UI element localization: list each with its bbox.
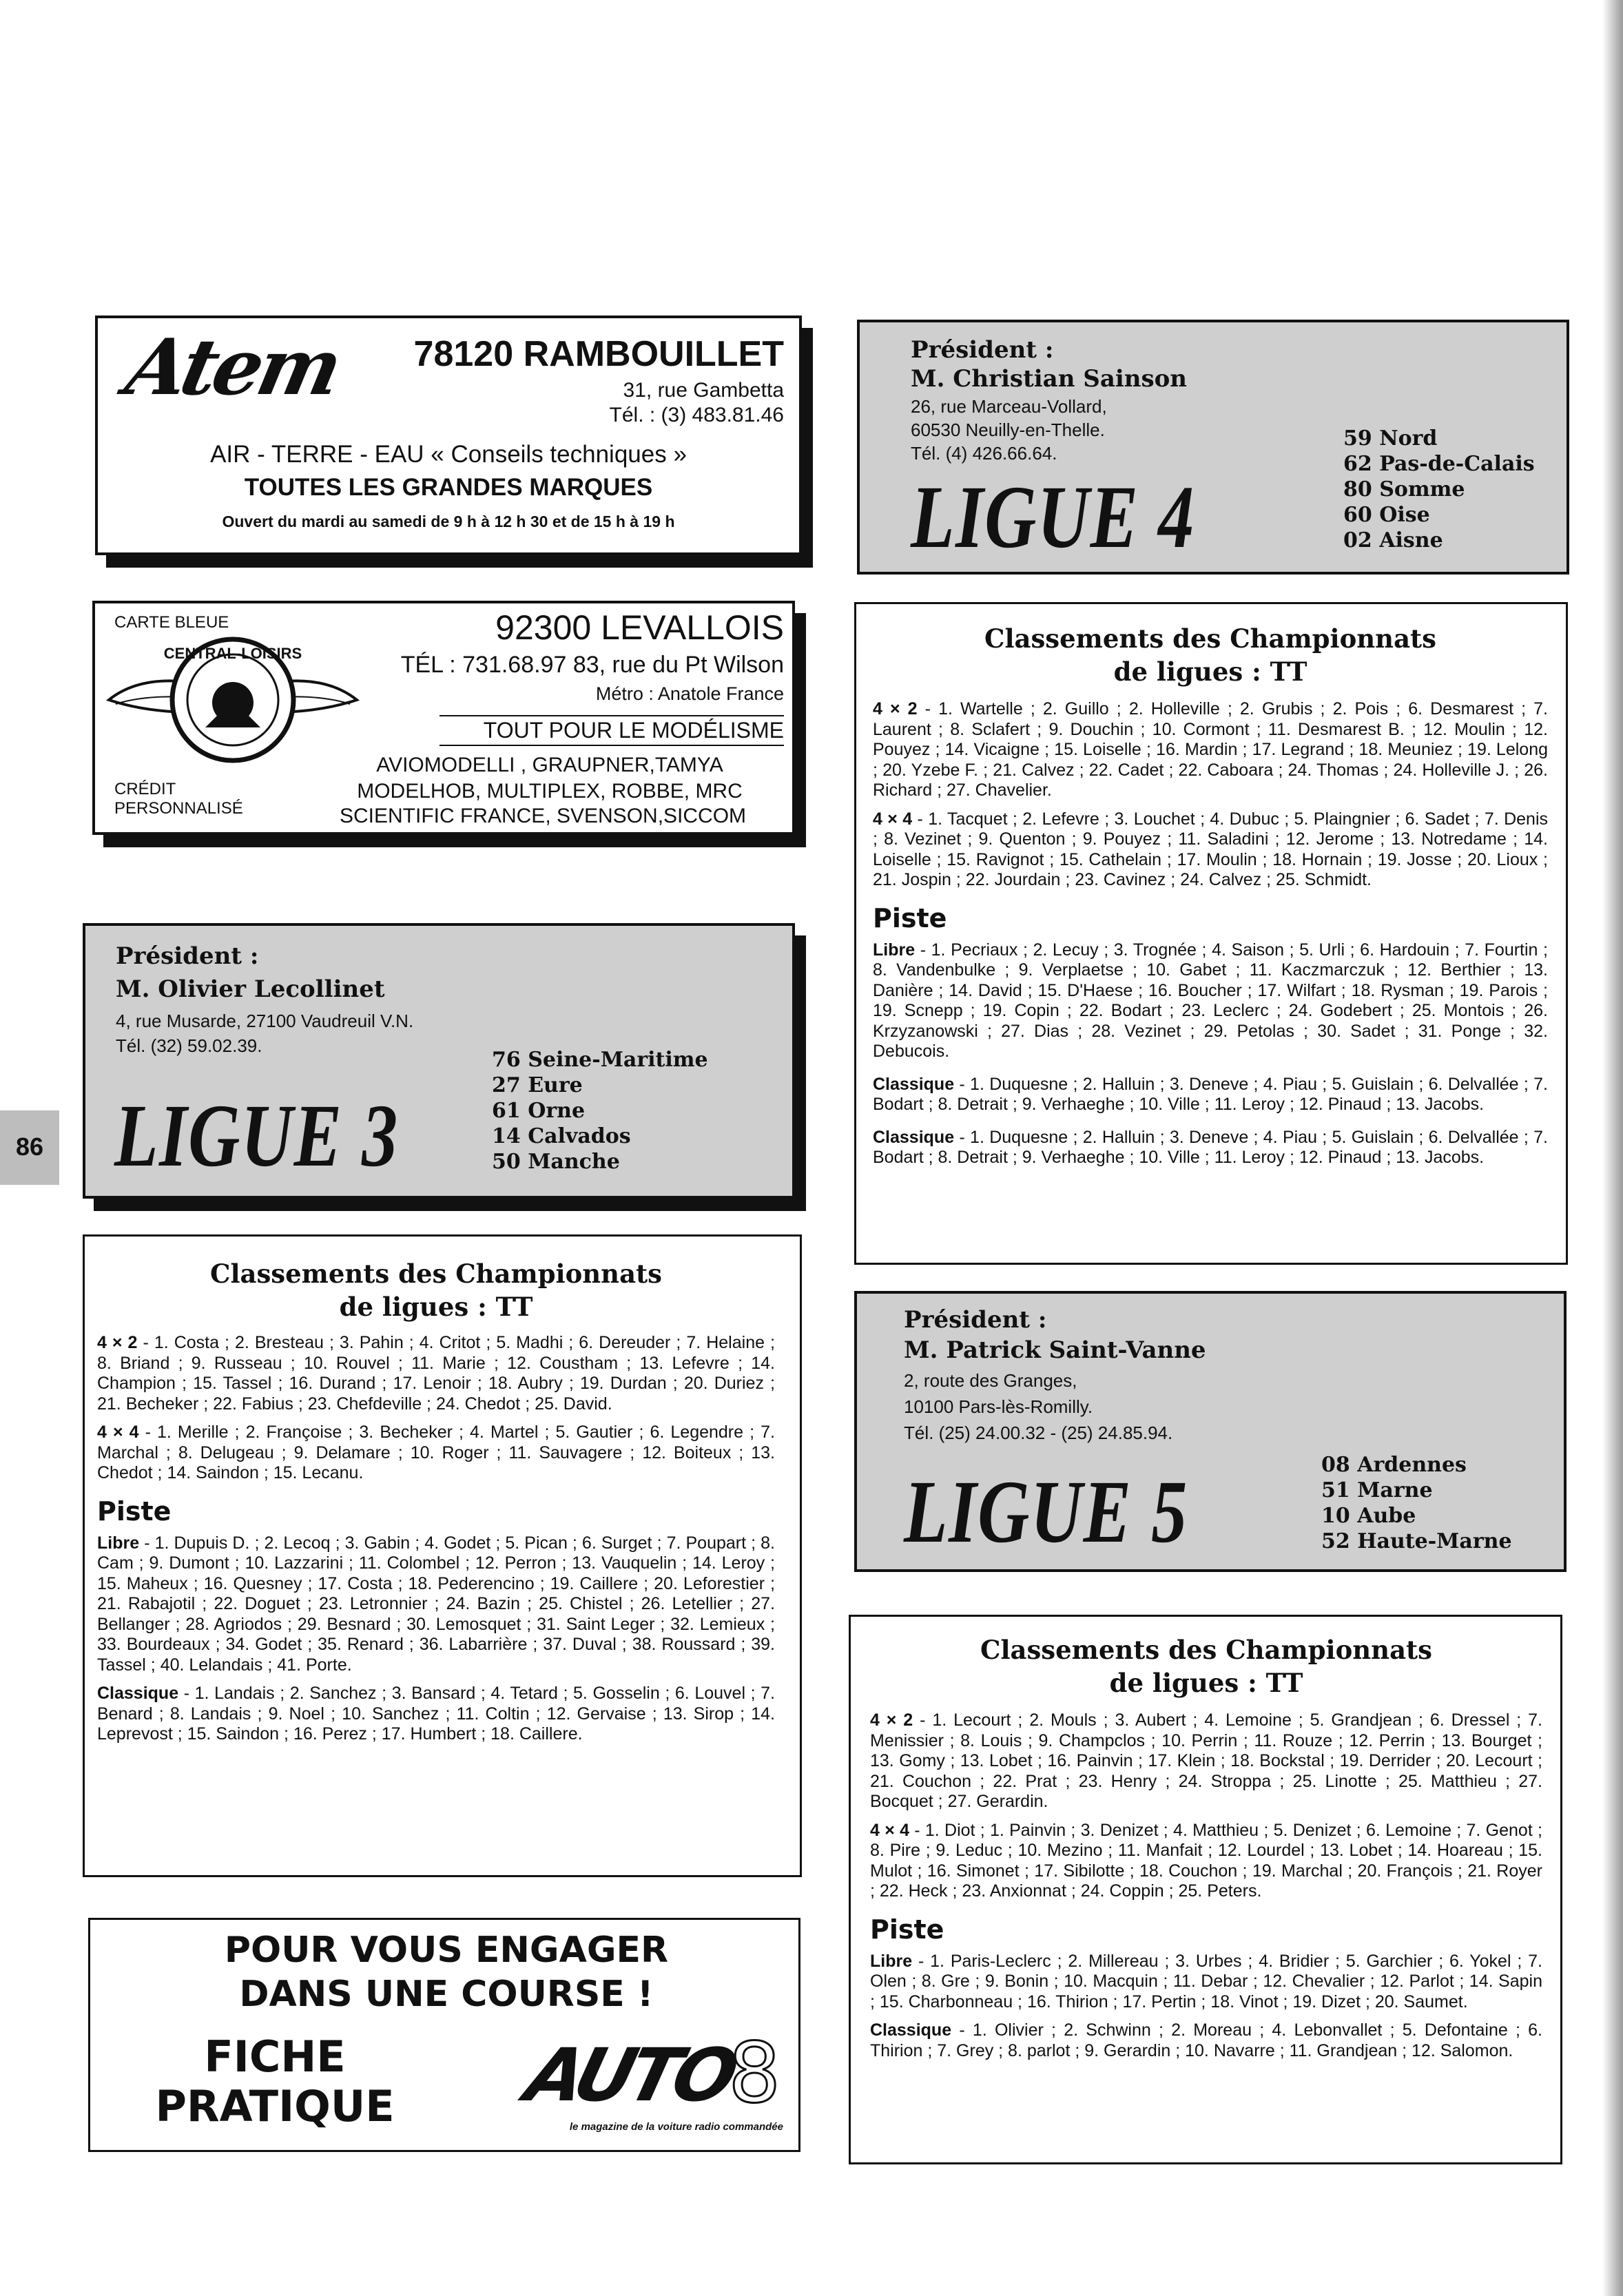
category-label: Classique [97, 1684, 179, 1703]
category-label: 4 × 2 [870, 1710, 913, 1730]
ad-auto8 [88, 1918, 800, 2152]
ranking-4x2: 4 × 2 - 1. Lecourt ; 2. Mouls ; 3. Aubert ; 4. Lemoine ; 5. Grandjean ; 6. Dressel ; 7. Menissier ; 8. Louis ; 9. Champclos ; 10. Perrin ; 11. Rouze ; 12. Perrin ; 13. Bourget ; 13. Gomy ; 13. Lobet ; 16. Painvin ; 17. Klein ; 18. Bockstal ; 19. Derrider ; 20. Lecourt ; 21. Couchon ; 22. Prat ; 23. Henry ; 24. Stroppa ; 25. Linotte ; 25. Matthieu ; 27. Bocquet ; 27. Gerardin. [870, 1710, 1542, 1811]
ranking-classique-2: Classique - 1. Duquesne ; 2. Halluin ; 3. Deneve ; 4. Piau ; 5. Guislain ; 6. Delvallée ; 7. Bodart ; 8. Detrait ; 9. Verhaeghe ; 10. Ville ; 11. Leroy ; 12. Pinaud ; 13. Jacobs. [873, 1127, 1548, 1167]
central-brands-3: SCIENTIFIC FRANCE, SVENSON,SICCOM [339, 805, 747, 827]
central-brands-2: MODELHOB, MULTIPLEX, ROBBE, MRC [357, 780, 743, 803]
classements-ligue5 [849, 1615, 1562, 2164]
category-label: Classique [870, 2020, 952, 2040]
ligue5-departments [1321, 1452, 1512, 1554]
classements-title-1: Classements des Championnats [984, 623, 1436, 654]
auto8-tagline: le magazine de la voiture radio commandée [569, 2121, 783, 2133]
auto8-logo [459, 2026, 790, 2122]
carte-bleue-label: CARTE BLEUE [114, 613, 229, 632]
ligue-3-card [83, 923, 795, 1199]
central-brands-1: AVIOMODELLI , GRAUPNER,TAMYA [376, 754, 723, 776]
ligue5-address-2: 10100 Pars-lès-Romilly. [904, 1396, 1093, 1417]
piste-heading: Piste [870, 1914, 944, 1945]
atem-phone: Tél. : (3) 483.81.46 [609, 404, 784, 426]
department-item: 80 Somme [1343, 477, 1465, 501]
department-item: 10 Aube [1321, 1504, 1416, 1528]
atem-street: 31, rue Gambetta [623, 379, 784, 402]
classements-title-2: de ligues : TT [339, 1292, 533, 1322]
central-logo-text: CENTRAL-LOISIRS [163, 645, 302, 662]
category-label: Libre [870, 1951, 913, 1971]
ligue3-phone: Tél. (32) 59.02.39. [116, 1035, 262, 1056]
ligue3-departments [492, 1047, 708, 1175]
department-item: 27 Eure [492, 1073, 583, 1097]
auto8-line-1: POUR VOUS ENGAGER [224, 1930, 669, 1971]
piste-heading: Piste [873, 902, 947, 933]
atem-brands: TOUTES LES GRANDES MARQUES [244, 474, 653, 501]
ranking-classique: Classique - 1. Olivier ; 2. Schwinn ; 2. Moreau ; 4. Lebonvallet ; 5. Defontaine ; 6. Thirion ; 7. Grey ; 8. parlot ; 9. Gerardin ; 10. Navarre ; 11. Grandjean ; 12. Salomon. [870, 2020, 1542, 2060]
piste-heading: Piste [97, 1496, 172, 1527]
page-binding-edge [1602, 0, 1623, 2296]
auto8-line-4: PRATIQUE [155, 2081, 395, 2131]
category-label: 4 × 2 [873, 699, 918, 718]
atem-hours: Ouvert du mardi au samedi de 9 h à 12 h 30 et de 15 h à 19 h [222, 513, 675, 530]
ad-atem [95, 316, 802, 555]
category-label: 4 × 2 [97, 1333, 138, 1352]
department-item: 59 Nord [1343, 426, 1438, 451]
ranking-libre: Libre - 1. Dupuis D. ; 2. Lecoq ; 3. Gabin ; 4. Godet ; 5. Pican ; 6. Surget ; 7. Poupart ; 8. Cam ; 9. Dumont ; 10. Lazzarini ; 11. Colombel ; 12. Perron ; 13. Vauquelin ; 14. Leroy ; 15. Maheux ; 16. Quesney ; 17. Costa ; 18. Pederencino ; 19. Caillere ; 20. Leforestier ; 21. Rabajotil ; 22. Doguet ; 23. Letronnier ; 24. Bazin ; 25. Chistel ; 26. Letellier ; 27. Bellanger ; 28. Agriodos ; 29. Besnard ; 30. Lemosquet ; 31. Saint Leger ; 32. Lemieux ; 33. Bourdeaux ; 34. Godet ; 35. Renard ; 36. Labarrière ; 37. Duval ; 38. Roussard ; 39. Tassel ; 40. Lelandais ; 41. Porte. [97, 1533, 775, 1675]
category-label: Libre [97, 1533, 140, 1553]
central-city: 92300 LEVALLOIS [495, 608, 784, 647]
ligue4-address-2: 60530 Neuilly-en-Thelle. [911, 420, 1105, 440]
ranking-4x4: 4 × 4 - 1. Merille ; 2. Françoise ; 3. Becheker ; 4. Martel ; 5. Gautier ; 6. Legendre ; 7. Marchal ; 8. Delugeau ; 9. Delamare ; 10. Roger ; 11. Sauvagere ; 12. Boiteux ; 13. Chedot ; 14. Saindon ; 15. Lecanu. [97, 1423, 775, 1482]
ranking-classique: Classique - 1. Duquesne ; 2. Halluin ; 3. Deneve ; 4. Piau ; 5. Guislain ; 6. Delvallée ; 7. Bodart ; 8. Detrait ; 9. Verhaeghe ; 10. Ville ; 11. Leroy ; 12. Pinaud ; 13. Jacobs. [873, 1074, 1548, 1114]
ligue3-title: LIGUE 3 [114, 1086, 399, 1186]
ligue4-president-name: M. Christian Sainson [911, 365, 1188, 393]
classements-ligue4 [854, 602, 1568, 1265]
auto8-line-2: DANS UNE COURSE ! [239, 1974, 654, 2015]
ranking-4x2: 4 × 2 - 1. Wartelle ; 2. Guillo ; 2. Holleville ; 2. Grubis ; 2. Pois ; 6. Desmarest ; 7. Laurent ; 8. Sclafert ; 9. Douchin ; 10. Cormont ; 11. Desmarest B. ; 12. Moulin ; 12. Pouyez ; 14. Vicaigne ; 15. Loiselle ; 16. Mardin ; 17. Legrand ; 18. Meuniez ; 19. Lelong ; 20. Yzebe F. ; 21. Calvez ; 22. Cadet ; 22. Caboara ; 24. Thomas ; 24. Holleville J. ; 26. Richard ; 27. Chavelier. [873, 699, 1548, 800]
ligue5-president-label: Président : [904, 1306, 1047, 1334]
department-item: 52 Haute-Marne [1321, 1529, 1512, 1553]
ligue3-president-label: Président : [116, 942, 259, 970]
classements-title-1: Classements des Championnats [980, 1635, 1432, 1665]
department-item: 76 Seine-Maritime [492, 1048, 708, 1072]
ligue4-title: LIGUE 4 [911, 468, 1195, 567]
department-item: 61 Orne [492, 1099, 586, 1123]
ranking-libre: Libre - 1. Pecriaux ; 2. Lecuy ; 3. Trognée ; 4. Saison ; 5. Urli ; 6. Hardouin ; 7. Fourtin ; 8. Vandenbulke ; 9. Verplaetse ; 10. Gabet ; 11. Kaczmarczuk ; 12. Berthier ; 13. Danière ; 14. David ; 15. D'Haese ; 16. Boucher ; 17. Wilfart ; 18. Rysman ; 19. Parois ; 19. Scnepp ; 19. Copin ; 22. Bodart ; 23. Leclerc ; 24. Godebert ; 25. Montois ; 26. Krzyzanowski ; 27. Dias ; 28. Vezinet ; 29. Petolas ; 30. Sadet ; 31. Ponge ; 32. Debucois. [873, 940, 1548, 1061]
ranking-4x2: 4 × 2 - 1. Costa ; 2. Bresteau ; 3. Pahin ; 4. Critot ; 5. Madhi ; 6. Dereuder ; 7. Helaine ; 8. Briand ; 9. Russeau ; 10. Rouvel ; 11. Marie ; 12. Coustham ; 13. Lefevre ; 14. Champion ; 15. Tassel ; 16. Durand ; 17. Lenoir ; 18. Aubry ; 19. Durdan ; 20. Duriez ; 21. Becheker ; 22. Fabius ; 23. Chefdeville ; 24. Chedot ; 25. David. [97, 1333, 775, 1414]
page-number: 86 [15, 1133, 44, 1161]
classements-title-1: Classements des Championnats [210, 1259, 662, 1289]
central-loisirs-logo [102, 631, 364, 776]
ligue5-address-1: 2, route des Granges, [904, 1370, 1077, 1391]
ranking-4x4: 4 × 4 - 1. Diot ; 1. Painvin ; 3. Denizet ; 4. Matthieu ; 5. Denizet ; 6. Lemoine ; 7. Genot ; 8. Pire ; 9. Leduc ; 10. Mezino ; 11. Manfait ; 12. Lourdel ; 13. Lobet ; 14. Hoareau ; 15. Mulot ; 16. Simonet ; 17. Sibilotte ; 18. Couchon ; 19. Marchal ; 20. François ; 21. Royer ; 22. Heck ; 23. Anxionnat ; 24. Coppin ; 25. Peters. [870, 1820, 1542, 1901]
ligue-5-card [854, 1291, 1567, 1572]
ranking-classique: Classique - 1. Landais ; 2. Sanchez ; 3. Bansard ; 4. Tetard ; 5. Gosselin ; 6. Louvel ; 7. Benard ; 8. Landais ; 9. Noel ; 10. Sanchez ; 11. Coltin ; 12. Gervaise ; 13. Sirop ; 14. Leprevost ; 15. Saindon ; 16. Perez ; 17. Humbert ; 18. Caillere. [97, 1684, 775, 1744]
department-item: 60 Oise [1343, 503, 1430, 527]
auto8-line-3: FICHE [204, 2031, 346, 2082]
ligue4-departments [1343, 426, 1535, 553]
category-label: Classique [873, 1074, 955, 1094]
credit-label: CRÉDIT PERSONNALISÉ [114, 780, 243, 818]
ligue5-title: LIGUE 5 [904, 1462, 1188, 1562]
ad-central-loisirs [92, 601, 795, 835]
ranking-4x4: 4 × 4 - 1. Tacquet ; 2. Lefevre ; 3. Louchet ; 4. Dubuc ; 5. Plaingnier ; 6. Sadet ; 7. Denis ; 8. Vezinet ; 9. Quenton ; 9. Pouyez ; 11. Saladini ; 12. Jerome ; 13. Notredame ; 14. Loiselle ; 15. Ravignot ; 15. Cathelain ; 17. Moulin ; 18. Hornain ; 19. Josse ; 20. Lioux ; 21. Jospin ; 22. Jourdain ; 23. Cavinez ; 24. Calvez ; 25. Schmidt. [873, 809, 1548, 889]
ligue3-president-name: M. Olivier Lecollinet [116, 975, 385, 1003]
ligue3-address: 4, rue Musarde, 27100 Vaudreuil V.N. [116, 1011, 414, 1031]
auto8-logo-text: AUTO [517, 2033, 742, 2118]
classements-title-2: de ligues : TT [1113, 656, 1307, 687]
atem-logo: Atem [118, 322, 347, 413]
ligue5-phone: Tél. (25) 24.00.32 - (25) 24.85.94. [904, 1423, 1173, 1443]
ligue4-address-1: 26, rue Marceau-Vollard, [911, 396, 1107, 417]
ligue4-president-label: Président : [911, 336, 1054, 364]
category-label: 4 × 4 [97, 1423, 139, 1442]
auto8-logo-number: 8 [728, 2026, 781, 2122]
page-number-tab [0, 1110, 59, 1185]
ligue5-president-name: M. Patrick Saint-Vanne [904, 1336, 1206, 1364]
category-label: Classique [873, 1127, 955, 1147]
department-item: 02 Aisne [1343, 528, 1443, 552]
department-item: 50 Manche [492, 1150, 620, 1174]
ranking-libre: Libre - 1. Paris-Leclerc ; 2. Millereau ; 3. Urbes ; 4. Bridier ; 5. Garchier ; 6. Yokel ; 7. Olen ; 8. Gre ; 9. Bonin ; 10. Macquin ; 11. Debar ; 12. Chevalier ; 12. Parlot ; 14. Sapin ; 15. Charbonneau ; 16. Thirion ; 17. Pertin ; 18. Vinot ; 19. Dizet ; 20. Saumet. [870, 1951, 1542, 2011]
department-item: 62 Pas-de-Calais [1343, 452, 1535, 476]
atem-services: AIR - TERRE - EAU « Conseils techniques » [210, 441, 687, 468]
category-label: 4 × 4 [873, 809, 913, 829]
category-label: 4 × 4 [870, 1820, 909, 1840]
department-item: 51 Marne [1321, 1478, 1433, 1502]
department-item: 08 Ardennes [1321, 1453, 1467, 1477]
ligue4-phone: Tél. (4) 426.66.64. [911, 443, 1057, 464]
classements-ligue3 [83, 1234, 802, 1877]
department-item: 14 Calvados [492, 1124, 631, 1148]
central-slogan: TOUT POUR LE MODÉLISME [440, 715, 784, 746]
central-phone-street: TÉL : 731.68.97 83, rue du Pt Wilson [400, 652, 784, 678]
atem-city: 78120 RAMBOUILLET [413, 334, 784, 374]
ligue-4-card [857, 320, 1569, 575]
classements-title-2: de ligues : TT [1109, 1668, 1303, 1698]
category-label: Libre [873, 940, 916, 960]
central-metro: Métro : Anatole France [595, 683, 784, 704]
